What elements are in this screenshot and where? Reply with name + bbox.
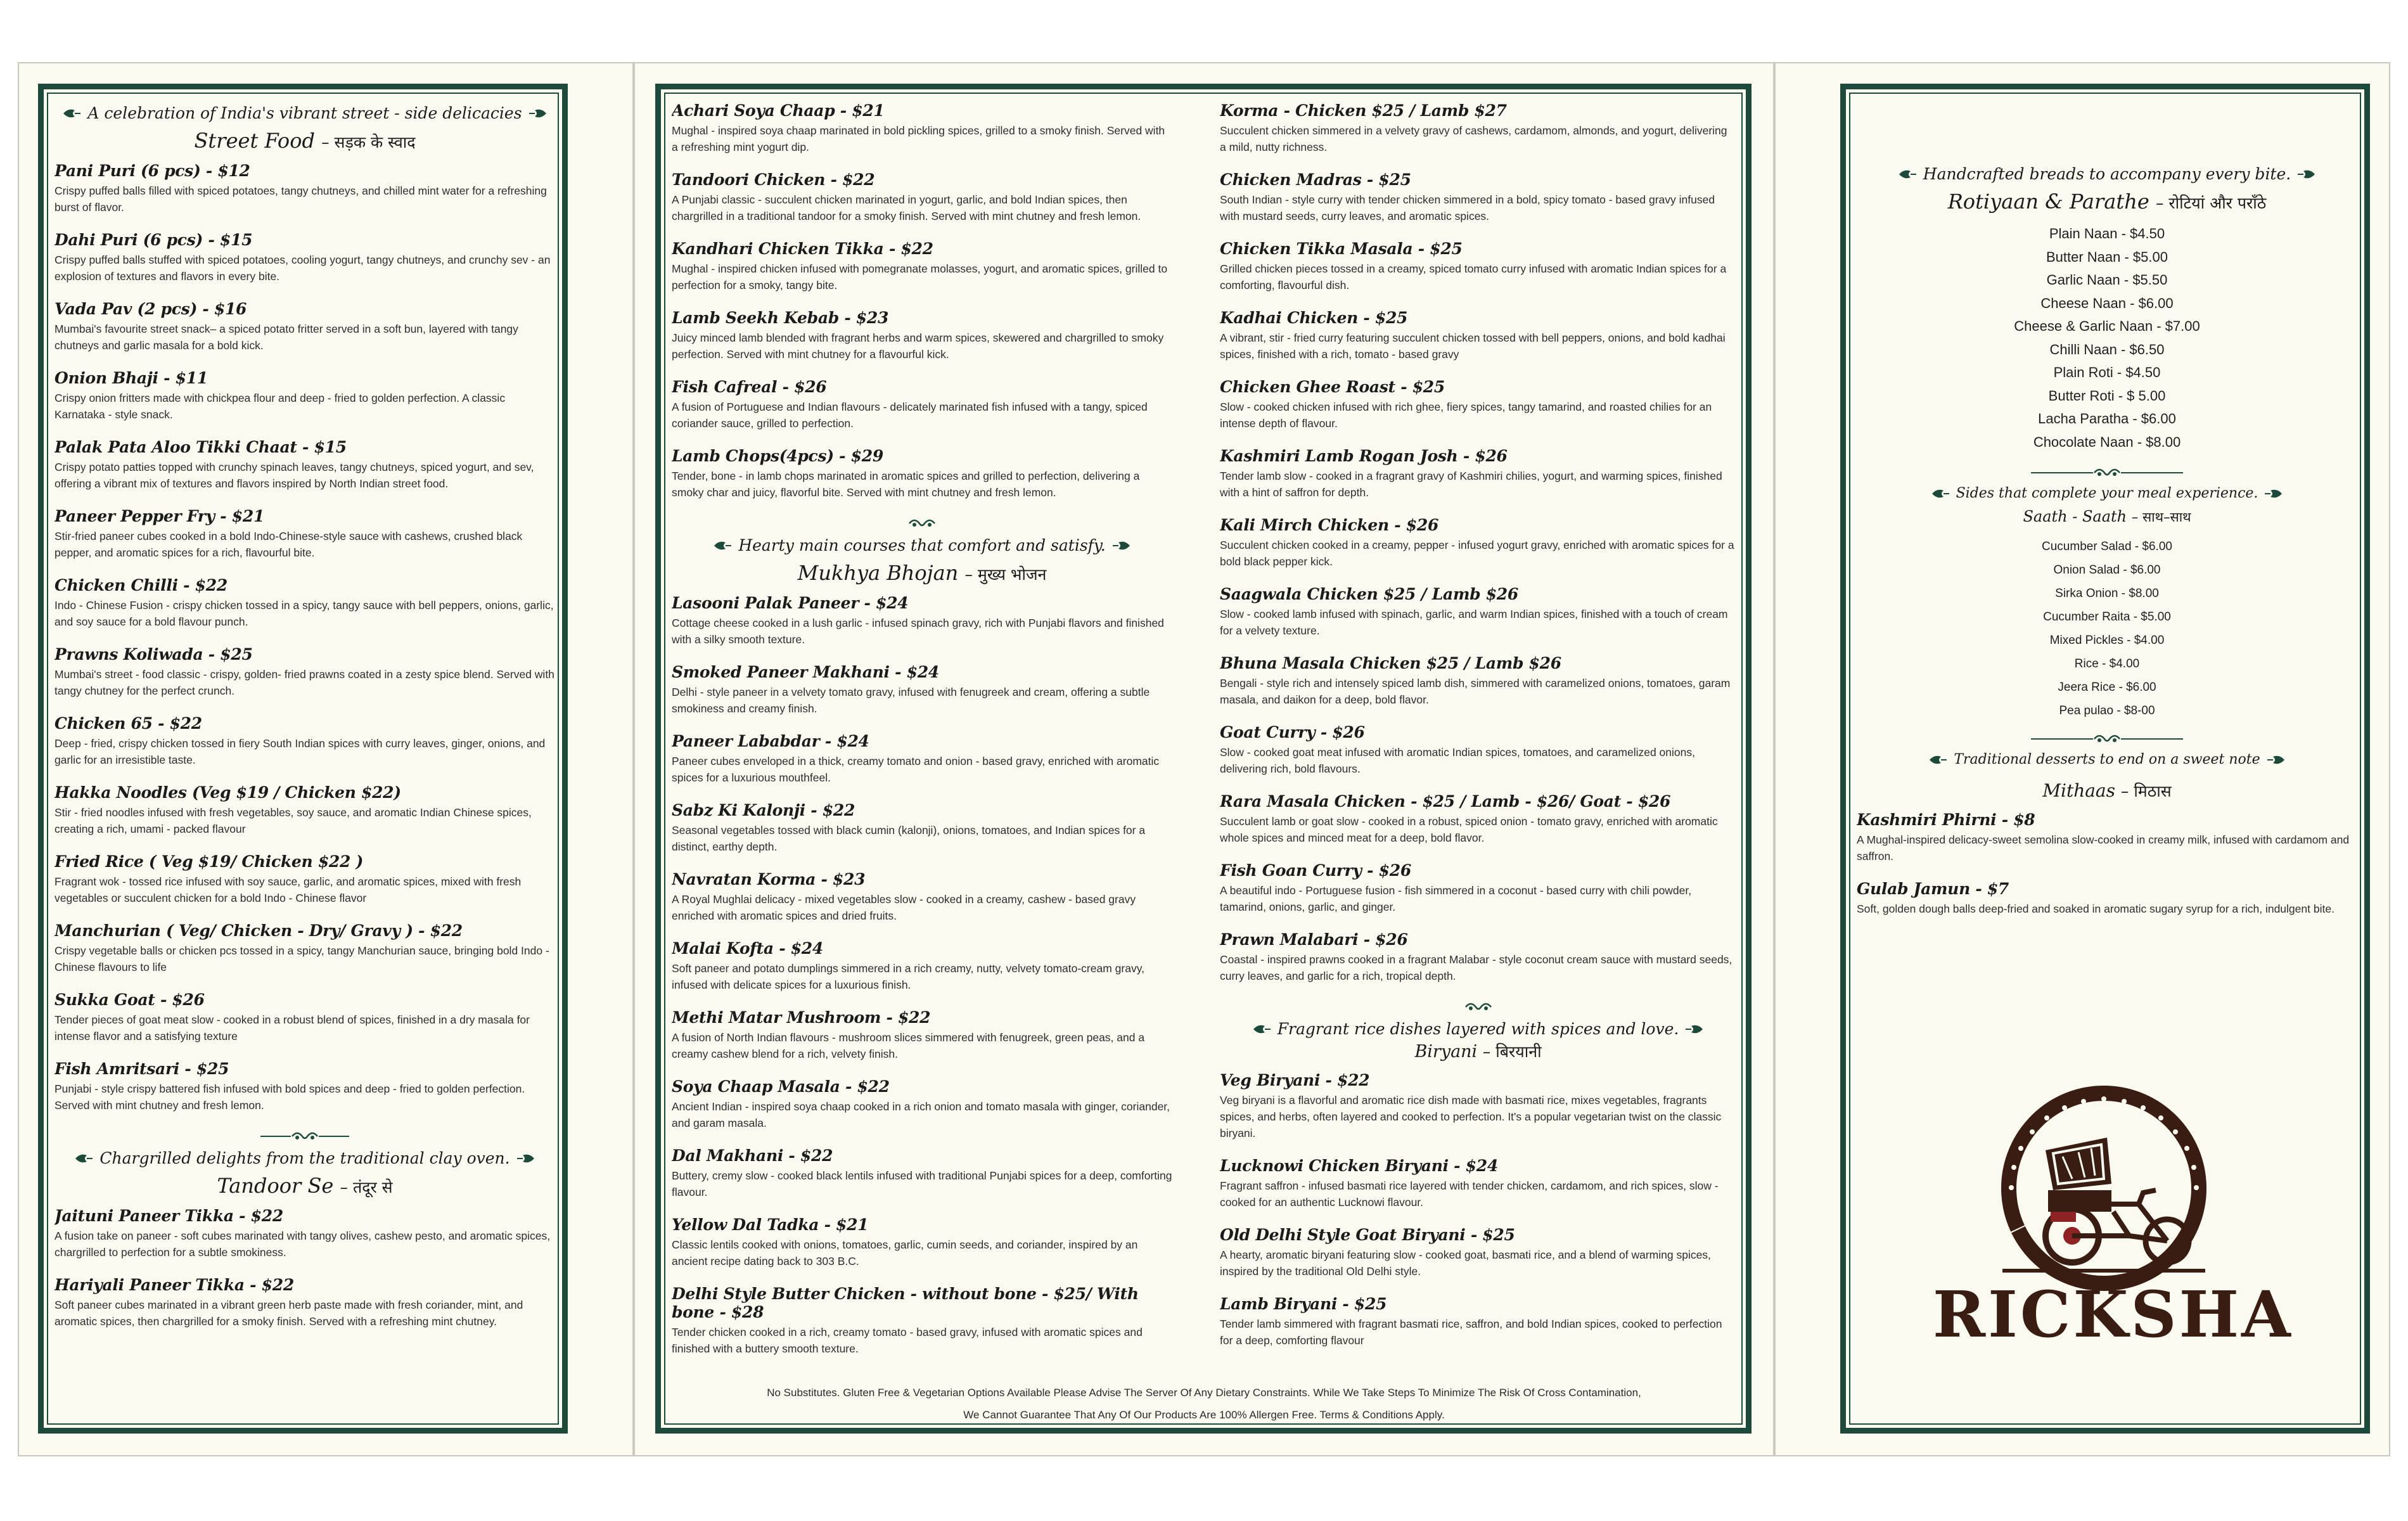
menu-item-name: Pani Puri (6 pcs) - $12	[54, 162, 250, 180]
menu-item-description: Bengali - style rich and intensely spiced lamb dish, simmered with caramelized onions, tomatoes, garam masala, and daikon for a deep, bold flavor.	[1220, 677, 1731, 706]
price-row: Jeera Rice - $6.00	[2058, 681, 2156, 694]
biryani-title	[1220, 1041, 1736, 1062]
price-row: Chilli Naan - $6.50	[2049, 341, 2165, 357]
swirl-ornament-icon	[260, 1129, 349, 1144]
price-row: Pea pulao - $8-00	[2059, 704, 2155, 717]
menu-item	[672, 378, 1172, 432]
menu-item-description: Paneer cubes enveloped in a thick, creamy tomato and onion - based gravy, enriched with aromatic spices for a luxurious mouthfeel.	[672, 755, 1160, 784]
tandoor-header	[54, 1129, 555, 1198]
leaf-ornament-icon	[2267, 754, 2286, 766]
menu-item-name: Lasooni Palak Paneer - $24	[672, 594, 909, 612]
mains-tagline-row	[672, 536, 1172, 555]
leaf-ornament-icon	[1252, 1024, 1271, 1035]
leaf-ornament-icon	[62, 108, 81, 119]
menu-item-description: Soft paneer cubes marinated in a vibrant green herb paste made with fresh coriander, mint, and aromatic spices, then chargrilled for a smoky finish. Served with a refreshing mint chutney.	[54, 1299, 523, 1328]
swirl-ornament-icon	[2031, 465, 2183, 480]
menu-item-name: Achari Soya Chaap - $21	[672, 101, 885, 120]
menu-item	[54, 576, 555, 630]
menu-item	[1220, 240, 1736, 293]
menu-item-name: Prawn Malabari - $26	[1220, 930, 1408, 949]
menu-item	[1220, 930, 1736, 984]
price-row: Butter Roti - $ 5.00	[2048, 387, 2166, 404]
menu-item-name: Gulab Jamun - $7	[1857, 880, 2009, 898]
swirl-ornament-icon	[1434, 999, 1523, 1015]
price-row: Cucumber Raita - $5.00	[2043, 610, 2171, 624]
leaf-ornament-icon	[2264, 488, 2283, 499]
price-row: Chocolate Naan - $8.00	[2033, 433, 2181, 450]
breads-title	[1857, 189, 2357, 214]
menu-item	[1220, 1226, 1736, 1280]
menu-item-name: Hakka Noodles (Veg $19 / Chicken $22)	[54, 783, 401, 802]
menu-item	[672, 170, 1172, 224]
mains-title-text: Mukhya Bhojan	[797, 561, 959, 585]
menu-item-description: A fusion take on paneer - soft cubes marinated with tangy olives, cashew pesto, and aromatic spices, chargrilled to perfection for a subtle smokiness.	[54, 1229, 551, 1259]
brand-name: RICKSHA	[1933, 1277, 2293, 1352]
menu-item-description: Veg biryani is a flavorful and aromatic rice dish made with basmati rice, mixes vegetables, fragrants spices, and herbs, often layered and cooked to perfection. It's a popular vegetarian twist on the classic biryani.	[1220, 1094, 1722, 1139]
menu-item-name: Lucknowi Chicken Biryani - $24	[1220, 1157, 1498, 1175]
menu-item-name: Soya Chaap Masala - $22	[672, 1077, 890, 1096]
breads-title-text: Rotiyaan & Parathe	[1947, 189, 2149, 214]
menu-item-description: Succulent chicken simmered in a velvety gravy of cashews, cardamom, almonds, and yogurt, delivering a mild, nutty richness.	[1220, 124, 1727, 153]
menu-item-description: Fragrant wok - tossed rice infused with soy sauce, garlic, and aromatic spices, mixed with fresh vegetables or succulent chicken for a bold Indo - Chinese flavor	[54, 875, 522, 904]
menu-item	[672, 939, 1172, 993]
menu-item	[54, 162, 555, 215]
desserts-tagline: Traditional desserts to end on a sweet note	[1954, 752, 2260, 767]
menu-item	[54, 852, 555, 906]
menu-item	[672, 594, 1172, 648]
menu-item	[54, 991, 555, 1044]
street-food-tagline-row	[54, 104, 555, 122]
leaf-ornament-icon	[2297, 169, 2316, 180]
sides-title-hindi: – साथ–साथ	[2131, 510, 2191, 525]
menu-item	[672, 663, 1172, 717]
price-row: Lacha Paratha - $6.00	[2038, 411, 2176, 427]
leaf-ornament-icon	[1112, 540, 1131, 551]
menu-item	[54, 783, 555, 837]
swirl-ornament-icon	[878, 516, 966, 531]
menu-item-description: Crispy puffed balls stuffed with spiced potatoes, cooling yogurt, tangy chutneys, and crunchy sev - an explosion of textures and flavors in every bite.	[54, 254, 551, 283]
menu-item-description: Indo - Chinese Fusion - crispy chicken tossed in a spicy, tangy sauce with bell peppers, onions, garlic, and soy sauce for a bold flavour punch.	[54, 599, 554, 628]
menu-item-name: Methi Matar Mushroom - $22	[672, 1008, 931, 1027]
menu-item-name: Manchurian ( Veg/ Chicken - Dry/ Gravy ) - $22	[54, 921, 463, 940]
menu-item-description: Tender pieces of goat meat slow - cooked in a robust blend of spices, finished in a dry masala for intense flavor and a satisfying texture	[54, 1013, 530, 1043]
menu-item-name: Kashmiri Lamb Rogan Josh - $26	[1220, 447, 1508, 465]
swirl-ornament-icon	[2031, 731, 2183, 747]
price-row: Sirka Onion - $8.00	[2055, 587, 2159, 600]
tandoor-title-hindi: – तंदूर से	[340, 1178, 393, 1197]
biryani-title-text: Biryani	[1414, 1042, 1478, 1062]
leaf-ornament-icon	[1898, 169, 1917, 180]
street-food-tagline: A celebration of India's vibrant street - side delicacies	[87, 104, 522, 122]
sides-header	[1857, 465, 2357, 526]
breads-title-hindi: – रोटियां और पराँठे	[2155, 194, 2267, 212]
menu-item	[54, 438, 555, 492]
menu-item-name: Goat Curry - $26	[1220, 723, 1365, 741]
menu-item	[672, 1008, 1172, 1062]
street-food-column	[54, 101, 555, 1420]
desserts-title-hindi: – मिठास	[2120, 782, 2172, 800]
menu-item	[54, 507, 555, 561]
menu-item-name: Onion Bhaji - $11	[54, 369, 208, 387]
price-row: Rice - $4.00	[2074, 657, 2140, 671]
leaf-ornament-icon	[1931, 488, 1950, 499]
price-row: Cucumber Salad - $6.00	[2042, 540, 2172, 553]
biryani-title-hindi: – बिरयानी	[1482, 1043, 1542, 1061]
menu-item-name: Chicken Tikka Masala - $25	[1220, 240, 1463, 258]
menu-item-name: Rara Masala Chicken - $25 / Lamb - $26/ Goat - $26	[1220, 792, 1671, 811]
menu-item-description: A fusion of North Indian flavours - mushroom slices simmered with fenugreek, green peas, and a creamy cashew blend for a rich, velvety finish.	[672, 1031, 1145, 1060]
tandoor-tagline: Chargrilled delights from the traditional clay oven.	[99, 1149, 510, 1167]
menu-item-description: Succulent lamb or goat slow - cooked in a robust, spiced onion - tomato gravy, enriched with aromatic whole spices and minced meat for a deep, bold flavor.	[1220, 815, 1718, 844]
menu-item	[672, 1216, 1172, 1269]
tandoor-list	[54, 1207, 555, 1330]
sides-title-text: Saath - Saath	[2023, 508, 2127, 525]
menu-item	[672, 801, 1172, 855]
menu-item	[54, 1276, 555, 1330]
curries-list	[1220, 101, 1736, 984]
menu-item	[54, 1207, 555, 1261]
street-food-title	[54, 129, 555, 153]
menu-item-name: Kashmiri Phirni - $8	[1857, 811, 2035, 829]
menu-item	[54, 645, 555, 699]
menu-item-description: Tender, bone - in lamb chops marinated in aromatic spices and grilled to perfection, delivering a smoky char and juicy, flavorful bite. Served with mint chutney and fresh lemon.	[672, 470, 1140, 499]
price-row: Cheese & Garlic Naan - $7.00	[2014, 318, 2200, 334]
desserts-title	[1857, 780, 2357, 802]
street-food-list	[54, 162, 555, 1113]
menu-item-name: Sukka Goat - $26	[54, 991, 205, 1009]
menu-item-name: Bhuna Masala Chicken $25 / Lamb $26	[1220, 654, 1561, 672]
sides-title	[1857, 508, 2357, 526]
menu-item-description: A fusion of Portuguese and Indian flavours - delicately marinated fish infused with a tangy, spiced coriander sauce, grilled to perfection.	[672, 401, 1148, 430]
allergen-note-line2: We Cannot Guarantee That Any Of Our Products Are 100% Allergen Free. Terms & Conditions Apply.	[963, 1409, 1445, 1421]
menu-item-description: Stir-fried paneer cubes cooked in a bold Indo-Chinese-style sauce with cashews, crushed black pepper, and aromatic spices for a rich, flavourful bite.	[54, 530, 523, 559]
menu-item-name: Vada Pav (2 pcs) - $16	[54, 300, 247, 318]
price-row: Plain Naan - $4.50	[2049, 226, 2165, 241]
menu-item	[54, 714, 555, 768]
mains-list	[672, 594, 1172, 1357]
menu-item-description: Succulent chicken cooked in a creamy, pepper - infused yogurt gravy, enriched with aromatic spices for a bold black pepper kick.	[1220, 539, 1734, 568]
menu-item-name: Smoked Paneer Makhani - $24	[672, 663, 939, 681]
menu-item-description: Crispy potato patties topped with crunchy spinach leaves, tangy chutneys, spiced yogurt, and sev, offering a vibrant mix of textures and flavors inspired by North Indian street food.	[54, 461, 534, 490]
sides-list	[1857, 535, 2357, 722]
menu-item-description: Mughal - inspired chicken infused with pomegranate molasses, yogurt, and aromatic spices, grilled to perfection for a smoky, tangy bite.	[672, 262, 1168, 292]
menu-item	[1220, 792, 1736, 846]
allergen-note-line1: No Substitutes. Gluten Free & Vegetarian Options Available Please Advise The Server Of Any Dietary Constraints. While We Take Steps To Minimize The Risk Of Cross Contamination,	[767, 1387, 1641, 1399]
menu-item-name: Old Delhi Style Goat Biryani - $25	[1220, 1226, 1515, 1244]
menu-item-name: Kali Mirch Chicken - $26	[1220, 516, 1439, 534]
menu-item-description: Mughal - inspired soya chaap marinated in bold pickling spices, grilled to a smoky finish. Served with a refreshing mint yogurt dip.	[672, 124, 1165, 153]
tandoor-tagline-row	[54, 1149, 555, 1167]
desserts-header	[1857, 731, 2357, 802]
menu-item-description: Soft, golden dough balls deep-fried and soaked in aromatic sugary syrup for a rich, indulgent bite.	[1857, 902, 2334, 915]
mains-tagline: Hearty main courses that comfort and satisfy.	[738, 536, 1106, 555]
menu-item-description: Grilled chicken pieces tossed in a creamy, spiced tomato curry infused with aromatic Indian spices for a comforting, flavourful dish.	[1220, 262, 1727, 292]
mains-title-hindi: – मुख्य भोजन	[964, 565, 1047, 584]
menu-item	[54, 231, 555, 285]
price-row: Onion Salad - $6.00	[2053, 563, 2161, 577]
mains-header	[672, 516, 1172, 585]
menu-item	[672, 1146, 1172, 1200]
menu-item-description: Mumbai's favourite street snack– a spiced potato fritter served in a soft bun, layered with tangy chutneys and garlic masala for a bold kick.	[54, 323, 518, 352]
menu-item-name: Tandoori Chicken - $22	[672, 170, 875, 189]
menu-item-description: South Indian - style curry with tender chicken simmered in a bold, spicy tomato - based gravy infused with mustard seeds, curry leaves, and aromatic spices.	[1220, 193, 1715, 222]
menu-item-name: Yellow Dal Tadka - $21	[672, 1216, 869, 1234]
leaf-ornament-icon	[1685, 1024, 1704, 1035]
tandoor-continued-list	[672, 101, 1172, 501]
menu-item-description: Ancient Indian - inspired soya chaap cooked in a rich onion and tomato masala with ginger, coriander, and garam masala.	[672, 1100, 1170, 1129]
menu-item	[1220, 1071, 1736, 1141]
menu-item-name: Jaituni Paneer Tikka - $22	[54, 1207, 283, 1225]
menu-item-description: Coastal - inspired prawns cooked in a fragrant Malabar - style coconut cream sauce with mustard seeds, curry leaves, and garlic for a rich, tropical depth.	[1220, 953, 1732, 982]
desserts-title-text: Mithaas	[2042, 780, 2115, 801]
menu-item-name: Fish Goan Curry - $26	[1220, 861, 1411, 880]
menu-item	[1220, 170, 1736, 224]
menu-item-description: Slow - cooked chicken infused with rich ghee, fiery spices, tangy tamarind, and roasted chilies for an intense depth of flavour.	[1220, 401, 1712, 430]
menu-item	[54, 921, 555, 975]
menu-item-name: Kandhari Chicken Tikka - $22	[672, 240, 933, 258]
menu-item-name: Fried Rice ( Veg $19/ Chicken $22 )	[54, 852, 364, 871]
price-row: Mixed Pickles - $4.00	[2049, 634, 2165, 647]
menu-item-description: Deep - fried, crispy chicken tossed in fiery South Indian spices with curry leaves, ginger, onions, and garlic for an irresistible taste.	[54, 737, 546, 766]
middle-column-b	[1220, 101, 1736, 1363]
menu-item-description: Tender lamb simmered with fragrant basmati rice, saffron, and bold Indian spices, cooked to perfection for a deep, comforting flavour	[1220, 1318, 1722, 1347]
sides-tagline-row	[1857, 485, 2357, 501]
leaf-ornament-icon	[528, 108, 548, 119]
menu-item	[1220, 378, 1736, 432]
sides-tagline: Sides that complete your meal experience.	[1956, 485, 2258, 501]
menu-item-name: Korma - Chicken $25 / Lamb $27	[1220, 101, 1507, 120]
menu-item-name: Dahi Puri (6 pcs) - $15	[54, 231, 253, 249]
menu-item-name: Fish Amritsari - $25	[54, 1060, 229, 1078]
menu-item	[1220, 654, 1736, 708]
menu-item-description: A beautiful indo - Portuguese fusion - fish simmered in a coconut - based curry with chili powder, tamarind, onions, garlic, and ginger.	[1220, 884, 1692, 913]
menu-item-name: Chicken 65 - $22	[54, 714, 202, 733]
menu-item-name: Lamb Seekh Kebab - $23	[672, 309, 889, 327]
breads-list	[1857, 222, 2357, 454]
menu-item	[672, 309, 1172, 363]
biryani-list	[1220, 1071, 1736, 1349]
menu-item-name: Paneer Pepper Fry - $21	[54, 507, 265, 525]
menu-item-name: Veg Biryani - $22	[1220, 1071, 1370, 1089]
menu-item-description: A hearty, aromatic biryani featuring slow - cooked goat, basmati rice, and a blend of warming spices, inspired by the traditional Old Delhi style.	[1220, 1248, 1711, 1278]
breads-tagline: Handcrafted breads to accompany every bite.	[1923, 165, 2291, 183]
menu-item-description: Buttery, cremy slow - cooked black lentils infused with traditional Punjabi spices for a deep, comforting flavour.	[672, 1169, 1172, 1198]
menu-item-description: Delhi - style paneer in a velvety tomato gravy, infused with fenugreek and cream, offering a subtle smokiness and creamy finish.	[672, 686, 1150, 715]
menu-item	[672, 870, 1172, 924]
menu-item	[1220, 447, 1736, 501]
menu-item-name: Chicken Madras - $25	[1220, 170, 1411, 189]
breads-tagline-row	[1857, 165, 2357, 183]
menu-item-description: Crispy puffed balls filled with spiced potatoes, tangy chutneys, and chilled mint water for a refreshing burst of flavor.	[54, 184, 547, 214]
menu-item-name: Lamb Biryani - $25	[1220, 1295, 1387, 1313]
menu-item-name: Chicken Ghee Roast - $25	[1220, 378, 1445, 396]
menu-item-name: Prawns Koliwada - $25	[54, 645, 253, 664]
price-row: Butter Naan - $5.00	[2046, 248, 2168, 265]
menu-item-description: Mumbai's street - food classic - crispy, golden- fried prawns coated in a zesty spice blend. Served with tangy chutney for the perfect crunch.	[54, 668, 554, 697]
menu-item-description: Classic lentils cooked with onions, tomatoes, garlic, cumin seeds, and coriander, inspired by an ancient recipe dating back to 303 B.C.	[672, 1238, 1138, 1268]
leaf-ornament-icon	[713, 540, 732, 551]
menu-item-description: Punjabi - style crispy battered fish infused with bold spices and deep - fried to golden perfection. Served with mint chutney and fresh lemon.	[54, 1082, 525, 1112]
menu-item-description: Tender chicken cooked in a rich, creamy tomato - based gravy, infused with aromatic spices and finished with a buttery smooth texture.	[672, 1326, 1143, 1355]
menu-item-name: Lamb Chops(4pcs) - $29	[672, 447, 883, 465]
rickshaw-icon	[1977, 1077, 2231, 1293]
menu-item-name: Fish Cafreal - $26	[672, 378, 827, 396]
biryani-header	[1220, 999, 1736, 1062]
desserts-list	[1857, 811, 2357, 917]
menu-item-name: Paneer Lababdar - $24	[672, 732, 869, 750]
price-row: Cheese Naan - $6.00	[2040, 295, 2174, 311]
leaf-ornament-icon	[516, 1153, 535, 1164]
menu-item-description: Slow - cooked goat meat infused with aromatic Indian spices, tomatoes, and caramelized onions, delivering rich, bold flavours.	[1220, 746, 1695, 775]
leaf-ornament-icon	[74, 1153, 93, 1164]
biryani-tagline: Fragrant rice dishes layered with spices and love.	[1277, 1020, 1679, 1038]
menu-item	[1220, 1295, 1736, 1349]
menu-item-description: Slow - cooked lamb infused with spinach, garlic, and warm Indian spices, finished with a touch of cream for a velvety texture.	[1220, 608, 1728, 637]
price-row: Plain Roti - $4.50	[2053, 364, 2161, 380]
menu-item	[672, 1077, 1172, 1131]
menu-item-name: Sabz Ki Kalonji - $22	[672, 801, 855, 819]
menu-item-description: Tender lamb slow - cooked in a fragrant gravy of Kashmiri chilies, yogurt, and warming spices, finished with a hint of saffron for depth.	[1220, 470, 1722, 499]
price-row: Garlic Naan - $5.50	[2046, 272, 2168, 288]
breads-header	[1857, 165, 2357, 214]
street-food-title-hindi: – सड़क के स्वाद	[321, 133, 416, 151]
menu-item-name: Saagwala Chicken $25 / Lamb $26	[1220, 585, 1518, 603]
menu-item	[672, 732, 1172, 786]
menu-item-name: Palak Pata Aloo Tikki Chaat - $15	[54, 438, 347, 456]
menu-item-description: Seasonal vegetables tossed with black cumin (kalonji), onions, tomatoes, and Indian spices for a distinct, earthy depth.	[672, 824, 1146, 853]
menu-item	[1220, 723, 1736, 777]
menu-item-name: Chicken Chilli - $22	[54, 576, 227, 594]
menu-item-name: Navratan Korma - $23	[672, 870, 866, 889]
menu-item	[1220, 585, 1736, 639]
menu-item-description: Crispy onion fritters made with chickpea flour and deep - fried to golden perfection. A classic Karnataka - style snack.	[54, 392, 506, 421]
menu-item-name: Delhi Style Butter Chicken - without bone - $25/ With bone - $28	[672, 1285, 1139, 1321]
menu-item-description: Cottage cheese cooked in a lush garlic - infused spinach gravy, rich with Punjabi flavors and finished with a silky smooth texture.	[672, 617, 1164, 646]
biryani-tagline-row	[1220, 1020, 1736, 1038]
menu-item-name: Dal Makhani - $22	[672, 1146, 833, 1165]
menu-item	[1220, 861, 1736, 915]
menu-item	[672, 101, 1172, 155]
menu-item-description: Stir - fried noodles infused with fresh vegetables, soy sauce, and aromatic Indian Chinese spices, creating a rich, umami - packed flavour	[54, 806, 532, 835]
menu-item	[1220, 1157, 1736, 1210]
leaf-ornament-icon	[1928, 754, 1947, 766]
menu-item-description: Soft paneer and potato dumplings simmered in a rich creamy, nutty, velvety tomato-cream gravy, infused with delicate spices for a luxurious finish.	[672, 962, 1145, 991]
mains-title	[672, 561, 1172, 585]
menu-item-description: A vibrant, stir - fried curry featuring succulent chicken tossed with bell peppers, onions, and bold kadhai spices, finished with a rich, tomato - based gravy	[1220, 331, 1726, 361]
menu-item-name: Kadhai Chicken - $25	[1220, 309, 1408, 327]
menu-item-description: A Royal Mughlai delicacy - mixed vegetables slow - cooked in a creamy, cashew - based gravy enriched with aromatic spices and dried fruits.	[672, 893, 1136, 922]
middle-column-a	[672, 101, 1172, 1363]
tandoor-title	[54, 1174, 555, 1198]
menu-item-description: Crispy vegetable balls or chicken pcs tossed in a spicy, tangy Manchurian sauce, bringing bold Indo - Chinese flavours to life	[54, 944, 549, 973]
menu-item	[54, 300, 555, 354]
menu-item-name: Malai Kofta - $24	[672, 939, 823, 958]
allergen-note	[672, 1382, 1736, 1426]
menu-item	[672, 1285, 1172, 1357]
menu-item-name: Hariyali Paneer Tikka - $22	[54, 1276, 294, 1294]
desserts-tagline-row	[1857, 752, 2357, 767]
menu-item	[54, 1060, 555, 1113]
menu-item	[54, 369, 555, 423]
menu-item	[1220, 101, 1736, 155]
tandoor-title-text: Tandoor Se	[217, 1174, 334, 1198]
street-food-header	[54, 104, 555, 153]
menu-item-description: Juicy minced lamb blended with fragrant herbs and warm spices, skewered and chargrilled to smoky perfection. Served with mint chutney for a flavourful kick.	[672, 331, 1164, 361]
menu-item	[1857, 880, 2357, 917]
menu-item	[1220, 516, 1736, 570]
menu-item-description: A Mughal-inspired delicacy-sweet semolina slow-cooked in creamy milk, infused with cardamom and saffron.	[1857, 833, 2350, 863]
menu-item	[672, 240, 1172, 293]
menu-item-description: A Punjabi classic - succulent chicken marinated in yogurt, garlic, and bold Indian spices, then chargrilled in a traditional tandoor for a smoky finish. Served with mint chutney and fresh lemon.	[672, 193, 1141, 222]
menu-item	[1220, 309, 1736, 363]
street-food-title-text: Street Food	[194, 129, 315, 153]
menu-item-description: Fragrant saffron - infused basmati rice layered with tender chicken, cardamom, and rich spices, slow - cooked for an authentic Lucknowi flavour.	[1220, 1179, 1719, 1209]
menu-item	[672, 447, 1172, 501]
menu-item	[1857, 811, 2357, 864]
